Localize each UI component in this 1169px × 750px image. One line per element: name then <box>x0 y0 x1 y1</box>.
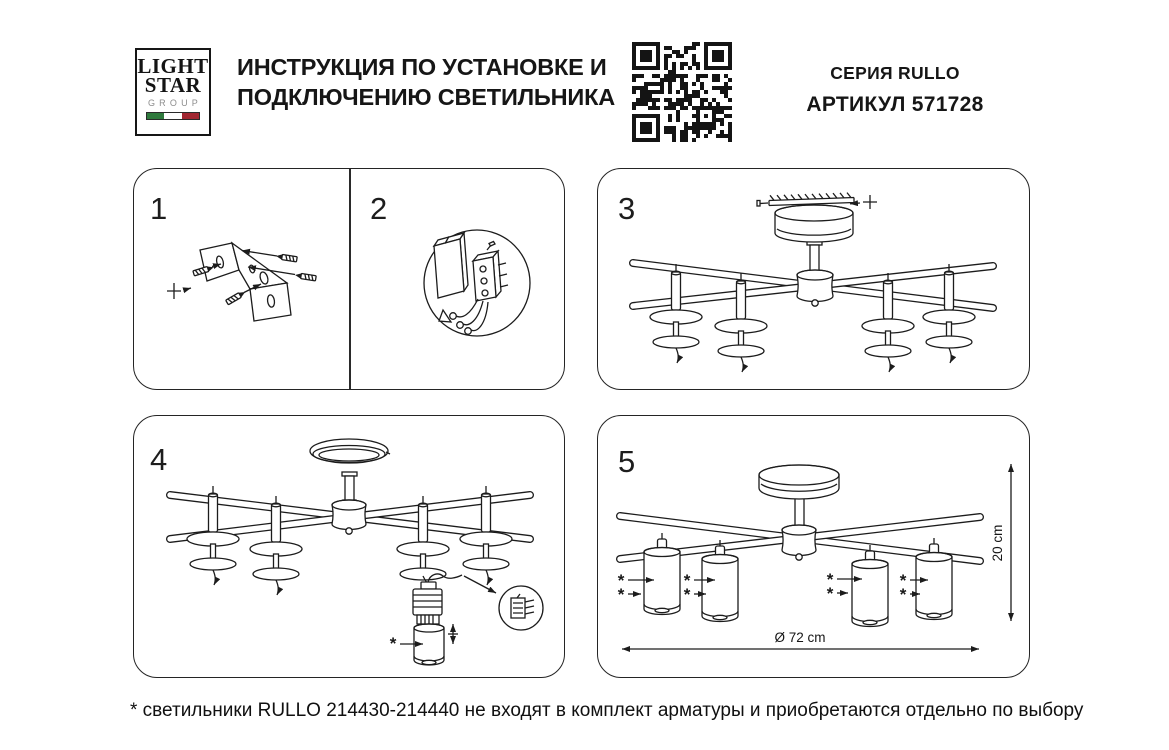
product-info <box>795 63 995 117</box>
svg-text:*: * <box>683 571 691 590</box>
step-4-diagram <box>134 416 564 676</box>
asterisk-marker: * <box>389 634 397 653</box>
svg-text:*: * <box>683 585 691 604</box>
panel-steps-1-2 <box>133 168 565 390</box>
panel-step-4 <box>133 415 565 678</box>
svg-text:*: * <box>617 571 625 590</box>
flag-red <box>182 113 199 119</box>
socket-assembly-detail <box>390 574 462 665</box>
wiring-detail-drawing <box>424 230 530 336</box>
logo-word-group: GROUP <box>147 98 202 108</box>
step-number-1: 1 <box>150 191 168 226</box>
step-number-4: 4 <box>150 442 168 477</box>
dimension-height <box>990 464 1011 621</box>
dimension-diameter <box>622 630 979 649</box>
panel-step-3 <box>597 168 1030 390</box>
lightstar-logo <box>135 48 211 136</box>
screw-icon <box>167 283 181 299</box>
flag-green <box>147 113 164 119</box>
svg-text:20 cm: 20 cm <box>990 524 1005 562</box>
article-label: АРТИКУЛ 571728 <box>806 93 984 116</box>
svg-text:*: * <box>826 584 834 603</box>
step-number-3: 3 <box>618 191 636 226</box>
italian-flag <box>146 112 200 120</box>
mounting-bracket-drawing <box>200 243 291 321</box>
panel-step-5 <box>597 415 1030 678</box>
step-number-5: 5 <box>618 444 636 479</box>
screw-icon <box>863 195 877 209</box>
steps-1-2-diagram <box>134 169 564 388</box>
step-3-diagram <box>598 169 1028 388</box>
series-label: СЕРИЯ RULLO <box>830 63 960 83</box>
qr-code <box>632 42 732 142</box>
step-number-2: 2 <box>370 191 388 226</box>
ceiling-cup-and-stem <box>759 465 839 560</box>
footnote: * светильники RULLO 214430-214440 не входят в комплект арматуры и приобретаются отдельно по выбору <box>130 700 1084 721</box>
svg-text:Ø 72 cm: Ø 72 cm <box>774 630 826 645</box>
step-5-diagram <box>598 416 1028 676</box>
page-title-line1: ИНСТРУКЦИЯ ПО УСТАНОВКЕ И <box>237 54 607 80</box>
logo-word-light: LIGHT <box>137 54 209 78</box>
page-title <box>237 53 615 112</box>
page-title-line2: ПОДКЛЮЧЕНИЮ СВЕТИЛЬНИКА <box>237 83 615 110</box>
svg-text:*: * <box>899 585 907 604</box>
svg-text:*: * <box>899 571 907 590</box>
svg-text:*: * <box>617 585 625 604</box>
qr-code-svg <box>632 42 732 142</box>
svg-text:*: * <box>826 570 834 589</box>
flag-white <box>164 113 181 119</box>
logo-word-star: STAR <box>144 73 202 97</box>
terminal-detail-circle <box>464 576 543 630</box>
